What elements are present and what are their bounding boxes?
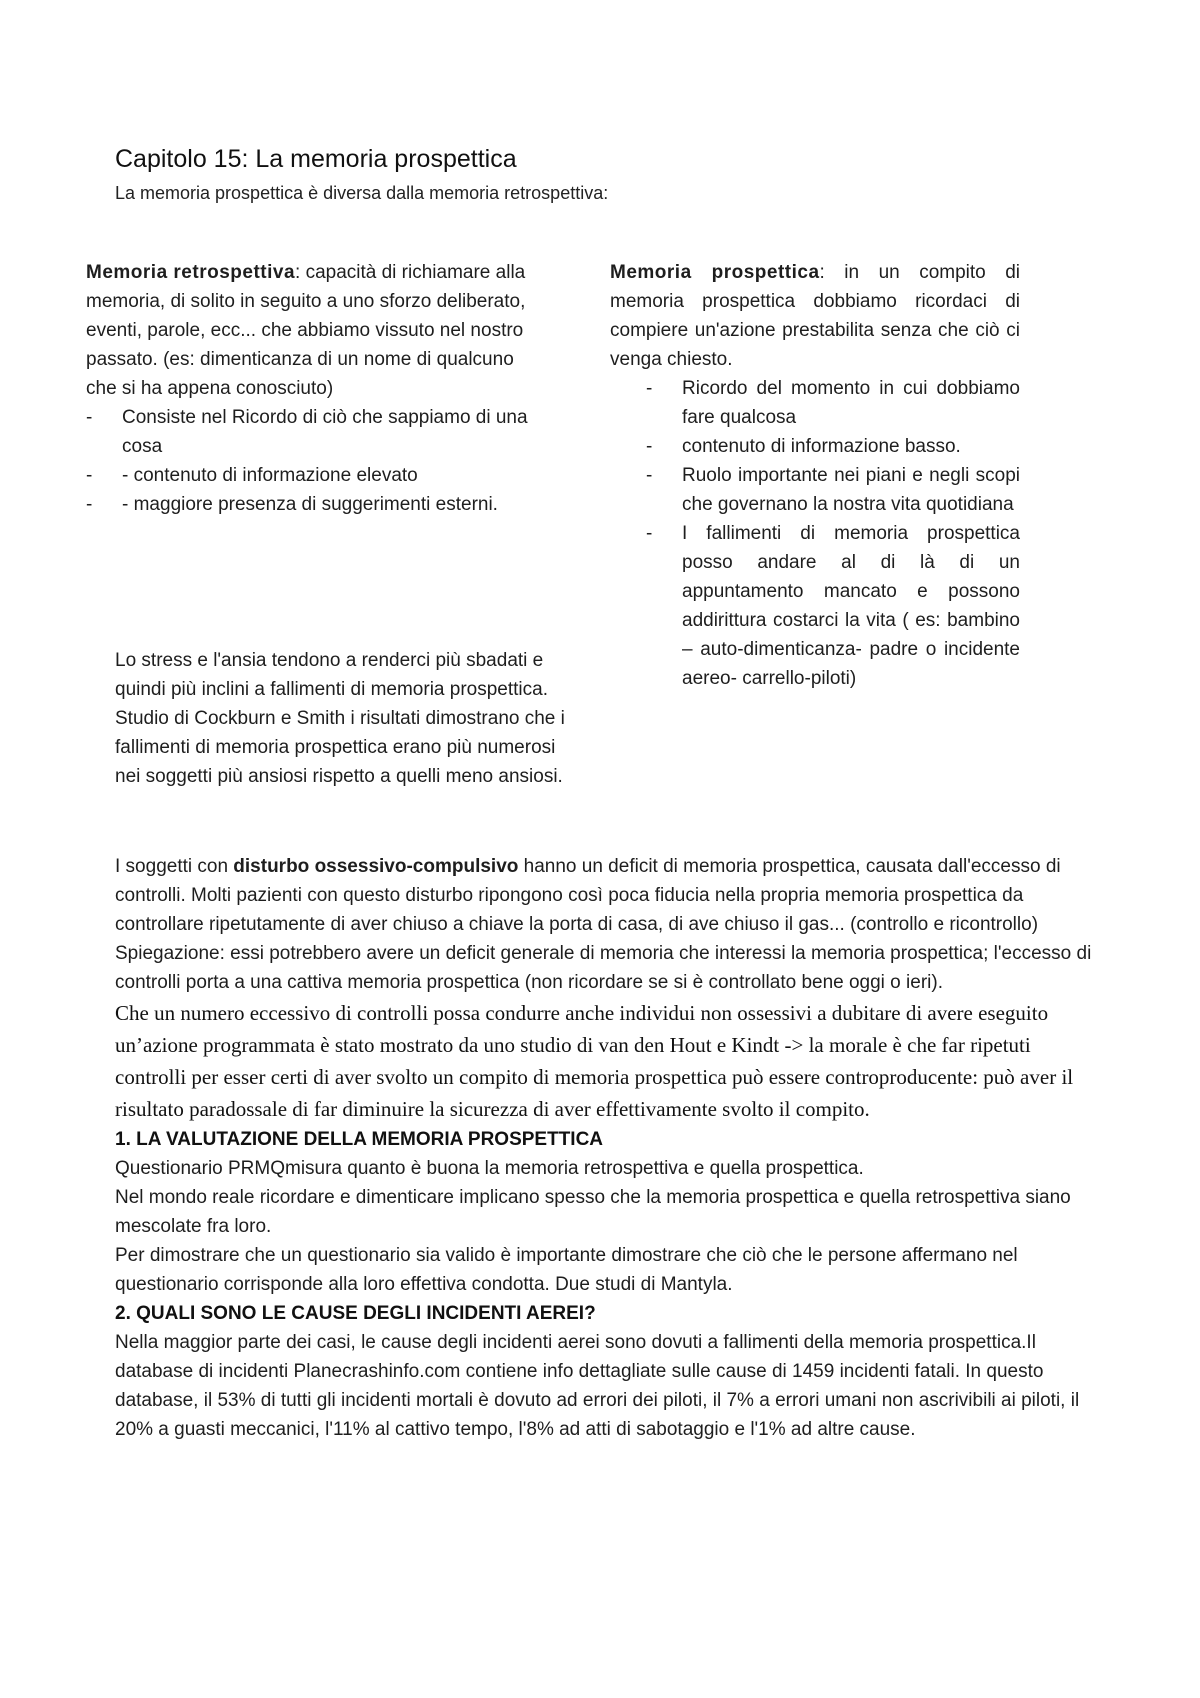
intro-text: La memoria prospettica è diversa dalla memoria retrospettiva: — [115, 183, 609, 203]
list-item: - Consiste nel Ricordo di ciò che sappiamo di una cosa — [86, 403, 546, 461]
prospective-definition-text: : in un compito di memoria prospettica dobbiamo ricordaci di compiere un'azione prestabilita senza che ciò ci venga chiesto. — [610, 262, 1021, 370]
ocd-paragraph — [115, 852, 1095, 939]
van-den-hout-paragraph: Che un numero eccessivo di controlli possa condurre anche individui non ossessivi a dubitare di avere eseguito un’azione programmata è stato mostrato da uno studio di van den Hout e Kindt -> la morale è che far ripetuti controlli per esser certi di aver svolto un compito di memoria prospettica può essere controproducente: può aver il risultato paradossale di far diminuire la sicurezza di aver effettivamente svolto il compito. — [115, 1001, 1074, 1121]
section-1-paragraph: Per dimostrare che un questionario sia valido è importante dimostrare che ciò che le persone affermano nel questionario corrisponde alla loro effettiva condotta. Due studi di Mantyla. — [115, 1245, 1018, 1295]
prospective-bullets — [610, 374, 1020, 693]
explanation-paragraph: Spiegazione: essi potrebbero avere un deficit generale di memoria che interessi la memoria prospettica; l'eccesso di controlli porta a una cattiva memoria prospettica (non ricordare se si è controllato bene oggi o ieri). — [115, 943, 1092, 993]
list-item: - - contenuto di informazione elevato — [86, 461, 546, 490]
list-item: - Ruolo importante nei piani e negli scopi che governano la nostra vita quotidiana — [610, 461, 1020, 519]
section-2-heading: 2. QUALI SONO LE CAUSE DEGLI INCIDENTI AEREI? — [115, 1303, 596, 1324]
page-title: Capitolo 15: La memoria prospettica — [115, 145, 517, 173]
list-item: - Ricordo del momento in cui dobbiamo fare qualcosa — [610, 374, 1020, 432]
list-item: - contenuto di informazione basso. — [610, 432, 1020, 461]
section-1-paragraph: Questionario PRMQmisura quanto è buona la memoria retrospettiva e quella prospettica. — [115, 1158, 864, 1179]
retrospective-column — [86, 258, 546, 519]
list-item: - - maggiore presenza di suggerimenti esterni. — [86, 490, 546, 519]
retrospective-bullets — [86, 403, 546, 519]
retrospective-definition — [86, 258, 546, 403]
prospective-definition — [610, 258, 1020, 374]
stress-paragraph: Lo stress e l'ansia tendono a renderci più sbadati e quindi più inclini a fallimenti di memoria prospettica. Studio di Cockburn e Smith i risultati dimostrano che i fallimenti di memoria prospettica erano più numerosi nei soggetti più ansiosi rispetto a quelli meno ansiosi. — [115, 650, 565, 787]
section-2-paragraph: Nella maggior parte dei casi, le cause degli incidenti aerei sono dovuti a fallimenti della memoria prospettica.Il database di incidenti Planecrashinfo.com contiene info dettagliate sulle cause di 1459 incidenti fatali. In questo database, il 53% di tutti gli incidenti mortali è dovuto ad errori dei piloti, il 7% a errori umani non ascrivibili ai piloti, il 20% a guasti meccanici, l'11% al cattivo tempo, l'8% ad atti di sabotaggio e l'1% ad altre cause. — [115, 1332, 1080, 1440]
prospective-column — [610, 258, 1020, 693]
ocd-after: hanno un deficit di memoria prospettica, causata dall'eccesso di controlli. Molti pazienti con questo disturbo ripongono così poca fiducia nella propria memoria prospettica da controllare ripetutamente di aver chiuso a chiave la porta di casa, di ave chiuso il gas... (controllo e ricontrollo) — [115, 856, 1061, 935]
main-body — [115, 852, 1095, 1444]
section-1-heading: 1. LA VALUTAZIONE DELLA MEMORIA PROSPETTICA — [115, 1129, 604, 1150]
list-item: - I fallimenti di memoria prospettica posso andare al di là di un appuntamento mancato e possono addirittura costarci la vita ( es: bambino – auto-dimenticanza- padre o incidente aereo- carrello-piloti) — [610, 519, 1020, 693]
retrospective-term: Memoria retrospettiva — [86, 262, 296, 283]
ocd-term: disturbo ossessivo-compulsivo — [233, 856, 519, 877]
section-1-paragraph: Nel mondo reale ricordare e dimenticare implicano spesso che la memoria prospettica e quella retrospettiva siano mescolate fra loro. — [115, 1187, 1071, 1237]
ocd-before: I soggetti con — [115, 856, 234, 877]
retrospective-definition-text: : capacità di richiamare alla memoria, di solito in seguito a uno sforzo deliberato, eventi, parole, ecc... che abbiamo vissuto nel nostro passato. (es: dimenticanza di un nome di qualcuno che si ha appena conosciuto) — [86, 262, 526, 399]
prospective-term: Memoria prospettica — [610, 262, 820, 283]
